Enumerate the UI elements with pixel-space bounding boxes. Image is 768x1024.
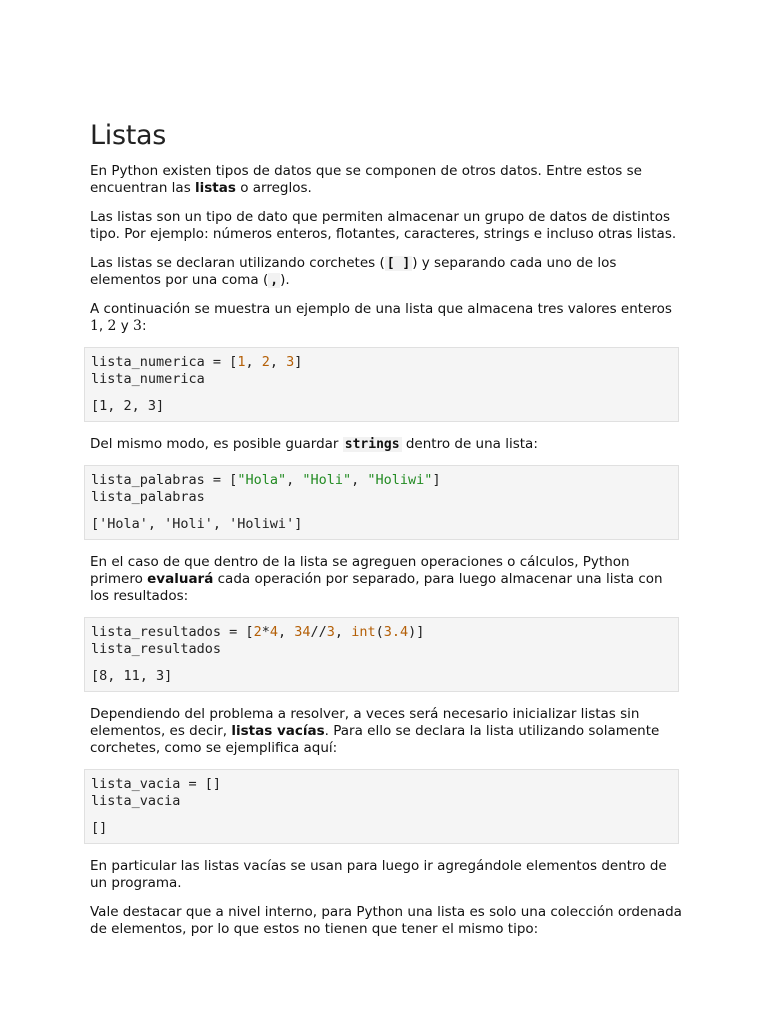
code-token: , <box>245 354 262 370</box>
text: ). <box>280 272 290 288</box>
code-token: ] <box>432 472 441 488</box>
code-cell-strings[interactable] <box>84 465 679 540</box>
bold-text: evaluará <box>147 571 214 587</box>
text: o arreglos. <box>235 180 312 196</box>
code-number: 1 <box>237 354 246 370</box>
code-builtin: int <box>351 624 376 640</box>
code-token: ) <box>408 624 417 640</box>
code-input[interactable] <box>91 776 678 810</box>
code-output: ['Hola', 'Holi', 'Holiwi'] <box>91 516 303 532</box>
inline-code: , <box>270 273 279 288</box>
code-string: "Hola" <box>237 472 287 488</box>
text: A continuación se muestra un ejemplo de una lista que almacena tres valores enteros <box>90 301 672 317</box>
code-token: = [ <box>204 354 238 370</box>
code-token: lista_resultados <box>91 624 222 640</box>
code-number: 34 <box>294 624 311 640</box>
text: cada operación por separado, para luego almacenar una lista con los resultados: <box>90 571 663 604</box>
inline-code: [ ] <box>386 256 411 271</box>
code-token: ( <box>375 624 384 640</box>
text: En el caso de que dentro de la lista se agreguen operaciones o cálculos, Python primero <box>90 554 630 587</box>
code-output: [1, 2, 3] <box>91 398 165 414</box>
code-output: [] <box>91 820 108 836</box>
intro-paragraph <box>90 163 685 197</box>
code-token: , <box>334 624 352 640</box>
code-output: [8, 11, 3] <box>91 668 173 684</box>
code-input[interactable] <box>91 624 678 658</box>
code-token: = [ <box>204 472 238 488</box>
operations-paragraph <box>90 554 685 605</box>
code-token: lista_numerica <box>91 354 205 370</box>
code-token: lista_numerica <box>91 371 205 387</box>
code-token: ] <box>294 354 303 370</box>
usage-paragraph: En particular las listas vacías se usan para luego ir agregándole elementos dentro de un programa. <box>90 858 667 891</box>
code-token: lista_vacia <box>91 793 181 809</box>
math-value: 1 <box>90 318 99 334</box>
code-token: // <box>310 624 327 640</box>
math-value: 2 <box>107 318 117 334</box>
text: , <box>98 318 108 334</box>
internal-paragraph: Vale destacar que a nivel interno, para Python una lista es solo una colección ordenada de elementos, por lo que estos no tienen que tener el mismo tipo: <box>90 904 682 937</box>
code-token: lista_vacia = [] <box>91 776 222 792</box>
code-number: 2 <box>253 624 262 640</box>
text: En Python existen tipos de datos que se componen de otros datos. Entre estos se encuentran las <box>90 163 642 196</box>
code-token: ] <box>416 624 425 640</box>
code-token: , <box>351 472 368 488</box>
code-input[interactable] <box>91 472 678 506</box>
description-paragraph: Las listas son un tipo de dato que permiten almacenar un grupo de datos de distintos tipo. Por ejemplo: números enteros, flotantes, caracteres, strings e incluso otras listas. <box>90 209 677 242</box>
code-number: 2 <box>261 354 270 370</box>
code-token: , <box>277 624 295 640</box>
bold-text: listas <box>195 180 236 196</box>
text: . Para ello se declara la lista utilizando solamente corchetes, como se ejemplifica aquí: <box>90 723 660 756</box>
inline-code: strings <box>344 437 400 452</box>
code-token: * <box>261 624 270 640</box>
document-body <box>90 120 685 950</box>
example-intro-paragraph <box>90 301 685 335</box>
text: ) y separando cada uno de los elementos por una coma ( <box>90 255 617 288</box>
code-token: , <box>286 472 303 488</box>
declaration-paragraph <box>90 255 685 289</box>
text: : <box>141 318 147 334</box>
bold-text: listas vacías <box>231 723 325 739</box>
code-string: "Holi" <box>302 472 352 488</box>
code-number: 3 <box>326 624 335 640</box>
strings-paragraph <box>90 436 685 453</box>
code-token: lista_palabras <box>91 489 205 505</box>
code-cell-numeric[interactable] <box>84 347 679 422</box>
text: Dependiendo del problema a resolver, a veces será necesario inicializar listas sin elementos, es decir, <box>90 706 640 739</box>
code-token: lista_palabras <box>91 472 205 488</box>
code-number: 4 <box>269 624 278 640</box>
empty-lists-paragraph <box>90 706 685 757</box>
code-token: lista_resultados <box>91 641 222 657</box>
text: Del mismo modo, es posible guardar <box>90 436 343 452</box>
text: dentro de una lista: <box>401 436 538 452</box>
code-string: "Holiwi" <box>367 472 433 488</box>
code-cell-results[interactable] <box>84 617 679 692</box>
text: y <box>116 318 134 334</box>
code-cell-empty[interactable] <box>84 769 679 844</box>
code-input[interactable] <box>91 354 678 388</box>
code-number: 3.4 <box>383 624 409 640</box>
math-value: 3 <box>133 318 142 334</box>
code-token: = [ <box>221 624 254 640</box>
code-number: 3 <box>286 354 295 370</box>
page-title: Listas <box>90 120 167 151</box>
text: Las listas se declaran utilizando corchetes ( <box>90 255 385 271</box>
code-token: , <box>269 354 287 370</box>
